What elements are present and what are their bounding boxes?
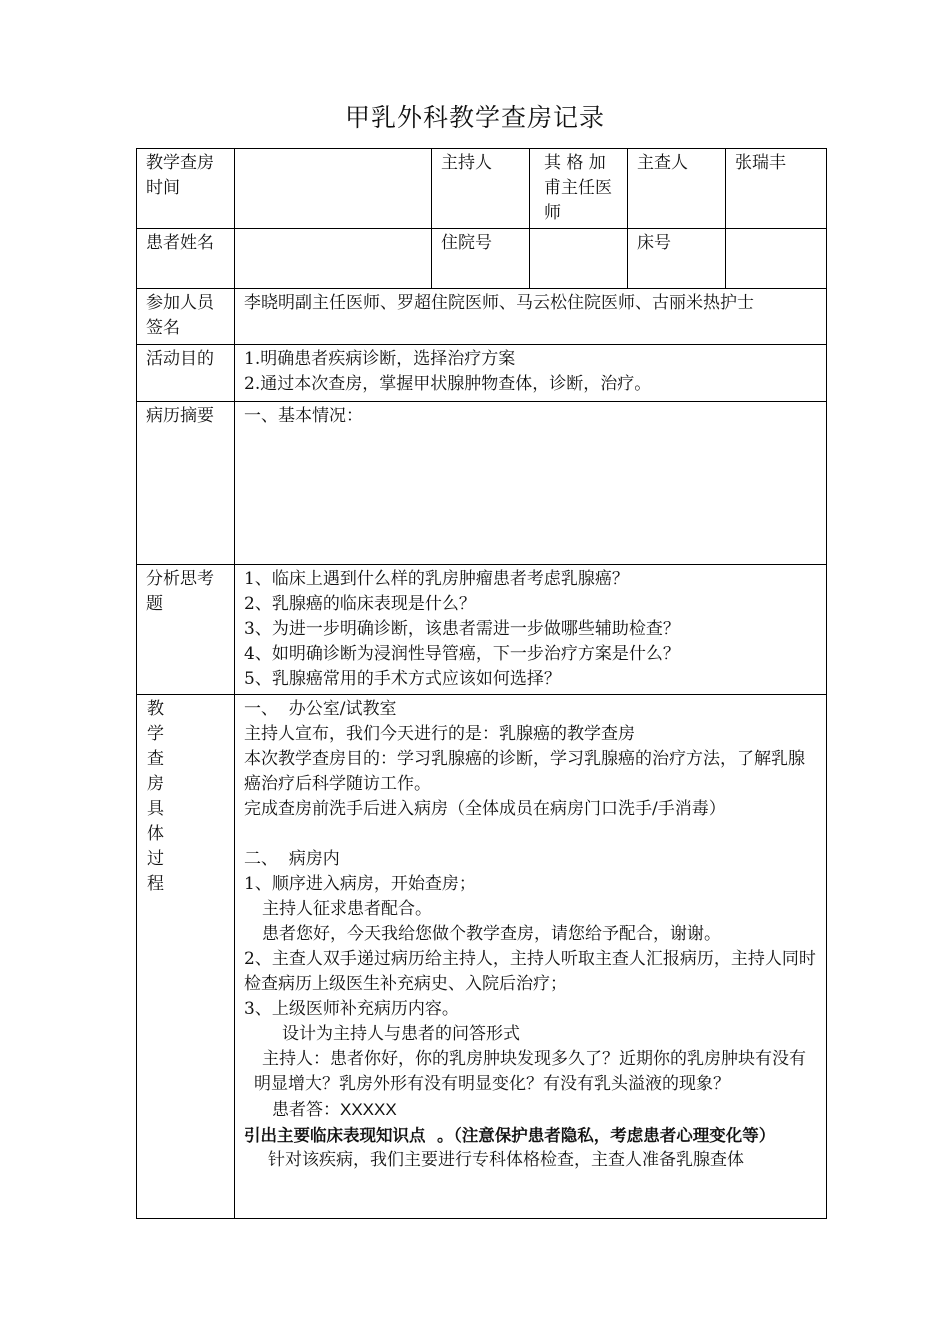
purpose-content xyxy=(235,345,827,402)
process-label-char: 教 xyxy=(147,699,164,719)
patient-answer-value: XXXXX xyxy=(340,1100,397,1119)
step-3: 3、上级医师补充病历内容。 xyxy=(244,999,459,1019)
purpose-line: 2.通过本次查房，掌握甲状腺肿物查体，诊断，治疗。 xyxy=(244,374,652,394)
participants-value: 李晓明副主任医师、罗超住院医师、马云松住院医师、古丽米热护士 xyxy=(235,289,827,345)
analysis-question: 5、乳腺癌常用的手术方式应该如何选择？ xyxy=(244,669,561,689)
time-value xyxy=(235,149,432,229)
patient-row xyxy=(137,229,827,289)
analysis-label: 分析思考题 xyxy=(137,565,235,695)
process-label-char: 程 xyxy=(147,874,164,894)
patient-name-label: 患者姓名 xyxy=(137,229,235,289)
purpose-line: 1.明确患者疾病诊断，选择治疗方案 xyxy=(244,349,516,369)
checker-label: 主查人 xyxy=(628,149,726,229)
checker-value: 张瑞丰 xyxy=(726,149,827,229)
bed-label: 床号 xyxy=(628,229,726,289)
patient-answer xyxy=(244,1097,820,1123)
purpose-row xyxy=(137,345,827,402)
host-value: 其 格 加甫主任医师 xyxy=(530,149,628,229)
header-row xyxy=(137,149,827,229)
key-point-note: 引出主要临床表现知识点 。（注意保护患者隐私，考虑患者心理变化等） xyxy=(244,1126,776,1145)
patient-name-value xyxy=(235,229,432,289)
host-ask: 主持人征求患者配合。 xyxy=(262,899,432,919)
analysis-content xyxy=(235,565,827,695)
section2-title: 二、 病房内 xyxy=(244,849,340,869)
analysis-row xyxy=(137,565,827,695)
step-1: 1、顺序进入病房，开始查房； xyxy=(244,874,476,894)
summary-label: 病历摘要 xyxy=(137,402,235,565)
process-label xyxy=(137,695,235,1219)
process-label-char: 体 xyxy=(147,824,164,844)
step-2: 2、主查人双手递过病历给主持人，主持人听取主查人汇报病历，主持人同时检查病历上级医生补充病史、入院后治疗； xyxy=(244,949,816,994)
process-label-char: 查 xyxy=(147,749,164,769)
patient-greet: 患者您好，今天我给您做个教学查房，请您给予配合，谢谢。 xyxy=(262,924,721,944)
section1-title: 一、 办公室/试教室 xyxy=(244,699,397,719)
design-note: 设计为主持人与患者的问答形式 xyxy=(282,1024,520,1044)
process-content xyxy=(235,695,827,1219)
process-row xyxy=(137,695,827,1219)
host-question xyxy=(244,1047,820,1097)
summary-row xyxy=(137,402,827,565)
purpose-text: 本次教学查房目的：学习乳腺癌的诊断，学习乳腺癌的治疗方法，了解乳腺癌治疗后科学随访工作。 xyxy=(244,749,805,794)
analysis-question: 2、乳腺癌的临床表现是什么？ xyxy=(244,594,476,614)
participants-row xyxy=(137,289,827,345)
time-label: 教学查房时间 xyxy=(137,149,235,229)
analysis-question: 4、如明确诊断为浸润性导管癌，下一步治疗方案是什么？ xyxy=(244,644,680,664)
host-label: 主持人 xyxy=(432,149,530,229)
participants-label: 参加人员签名 xyxy=(137,289,235,345)
process-label-char: 房 xyxy=(147,774,164,794)
summary-content xyxy=(235,402,827,565)
last-line: 针对该疾病，我们主要进行专科体格检查，主查人准备乳腺查体 xyxy=(268,1150,744,1170)
purpose-label: 活动目的 xyxy=(137,345,235,402)
host-announce: 主持人宣布，我们今天进行的是：乳腺癌的教学查房 xyxy=(244,724,635,744)
admission-label: 住院号 xyxy=(432,229,530,289)
record-table xyxy=(136,148,827,1219)
summary-line: 一、基本情况： xyxy=(244,406,363,426)
process-label-char: 具 xyxy=(147,799,164,819)
page-title: 甲乳外科教学查房记录 xyxy=(344,103,605,132)
bed-value xyxy=(726,229,827,289)
analysis-question: 1、临床上遇到什么样的乳房肿瘤患者考虑乳腺癌？ xyxy=(244,569,629,589)
admission-value xyxy=(530,229,628,289)
process-label-char: 学 xyxy=(147,724,164,744)
wash-hands: 完成查房前洗手后进入病房（全体成员在病房门口洗手/手消毒） xyxy=(244,799,726,819)
process-label-char: 过 xyxy=(147,849,164,869)
blank-line xyxy=(244,822,820,847)
patient-answer-label: 患者答： xyxy=(272,1100,340,1120)
host-question-text: 主持人：患者你好，你的乳房肿块发现多久了？近期你的乳房肿块有没有明显增大？乳房外形有没有明显变化？有没有乳头溢液的现象？ xyxy=(254,1049,806,1094)
analysis-question: 3、为进一步明确诊断，该患者需进一步做哪些辅助检查？ xyxy=(244,619,680,639)
